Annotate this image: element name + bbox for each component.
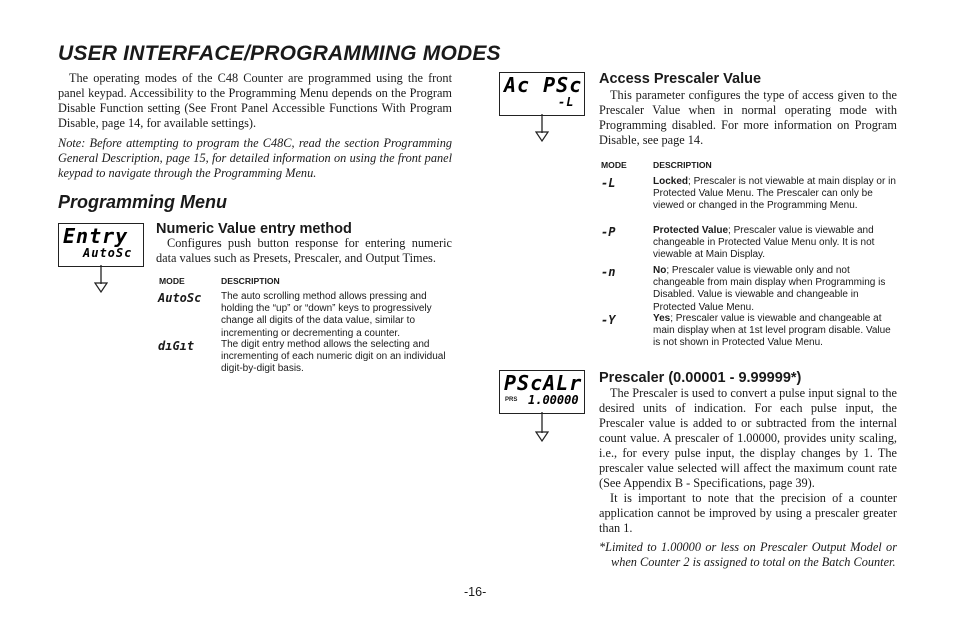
entry-display-bottom: AutoSc bbox=[83, 246, 133, 260]
down-arrow-icon bbox=[94, 265, 108, 293]
mode-autoscroll: AutoSc bbox=[158, 291, 202, 305]
access-prescaler-heading: Access Prescaler Value bbox=[599, 71, 762, 87]
autoscroll-description: The auto scrolling method allows pressing and holding the “up” or “down” keys to progressively change all digits of the data value, similar to incrementing or decrementing a counter. bbox=[221, 291, 432, 339]
programming-menu-heading: Programming Menu bbox=[58, 192, 228, 212]
prescaler-heading: Prescaler (0.00001 - 9.99999*) bbox=[599, 370, 802, 386]
prescaler-display bbox=[499, 370, 585, 414]
protected-description: Protected Value; Prescaler value is viewable and changeable in Protected Value Menu only. It is not viewable at Main Display. bbox=[653, 225, 875, 261]
access-prescaler-display-bottom: -L bbox=[558, 95, 575, 109]
prescaler-paragraph-1: The Prescaler is used to convert a pulse input signal to the desired units of indication. For each pulse input, the Prescaler value is added to or subtracted from the internal count value. A prescaler of 1.00000, provides unity scaling, i.e., for every pulse input, the display changes by 1. The prescaler value selected will affect the maximum count rate (See Appendix B - Specifications, page 39). bbox=[599, 386, 897, 490]
prescaler-display-top: PScALr bbox=[504, 371, 583, 395]
prescaler-footnote: *Limited to 1.00000 or less on Prescaler Output Model or when Counter 2 is assigned to total on the Batch Counter. bbox=[599, 540, 897, 569]
digit-description: The digit entry method allows the selecting and incrementing of each numeric digit on an individual digit-by-digit basis. bbox=[221, 339, 446, 375]
locked-description: Locked; Prescaler is not viewable at main display or in Protected Value Menu. The Prescaler can only be viewed or changed in the Programming Menu. bbox=[653, 176, 896, 212]
down-arrow-icon bbox=[535, 412, 549, 442]
intro-note: Note: Before attempting to program the C48C, read the section Programming General Description, page 15, for detailed information on using the front panel keypad to navigate through the Programming Menu. bbox=[58, 136, 452, 180]
prescaler-display-bottom: 1.00000 bbox=[528, 393, 579, 407]
access-table-mode-header: MODE bbox=[601, 160, 627, 170]
page-title: USER INTERFACE/PROGRAMMING MODES bbox=[58, 42, 501, 65]
numeric-table-mode-header: MODE bbox=[159, 276, 185, 286]
prescaler-display-label: PRS bbox=[505, 397, 518, 403]
mode-locked: -L bbox=[601, 176, 616, 190]
mode-digit: dıGıt bbox=[158, 339, 195, 353]
no-description: No; Prescaler value is viewable only and not changeable from main display when Programming is Disabled. Value is viewable and changeable in Protected Value Menu. bbox=[653, 265, 886, 313]
access-prescaler-display-top: Ac PSc bbox=[504, 73, 583, 97]
entry-display bbox=[58, 223, 144, 267]
access-prescaler-display bbox=[499, 72, 585, 116]
mode-yes: -Y bbox=[601, 313, 616, 327]
access-prescaler-description: This parameter configures the type of access given to the Prescaler Value when in normal operating mode with Programming disabled. For more information on Program Disable, see page 14. bbox=[599, 88, 897, 147]
down-arrow-icon bbox=[535, 114, 549, 142]
access-table-description-header: DESCRIPTION bbox=[653, 160, 712, 170]
page-number: -16- bbox=[464, 585, 487, 599]
yes-description: Yes; Prescaler value is viewable and changeable at main display when at 1st level program disable. Value is not shown in Protected Value Menu. bbox=[653, 313, 891, 349]
numeric-table-description-header: DESCRIPTION bbox=[221, 276, 280, 286]
prescaler-paragraph-2: It is important to note that the precision of a counter application cannot be improved by using a prescaler greater than 1. bbox=[599, 491, 897, 535]
numeric-entry-description: Configures push button response for entering numeric data values such as Presets, Prescaler, and Output Times. bbox=[156, 236, 452, 265]
mode-protected: -P bbox=[601, 225, 616, 239]
entry-display-top: Entry bbox=[63, 224, 129, 248]
mode-no: -n bbox=[601, 265, 616, 279]
intro-paragraph: The operating modes of the C48 Counter are programmed using the front panel keypad. Accessibility to the Programming Menu depends on the Program Disable Function setting (See Front Panel Accessible Functions With Program Disable, page 14, for available settings). bbox=[58, 71, 452, 130]
numeric-entry-heading: Numeric Value entry method bbox=[156, 221, 352, 237]
